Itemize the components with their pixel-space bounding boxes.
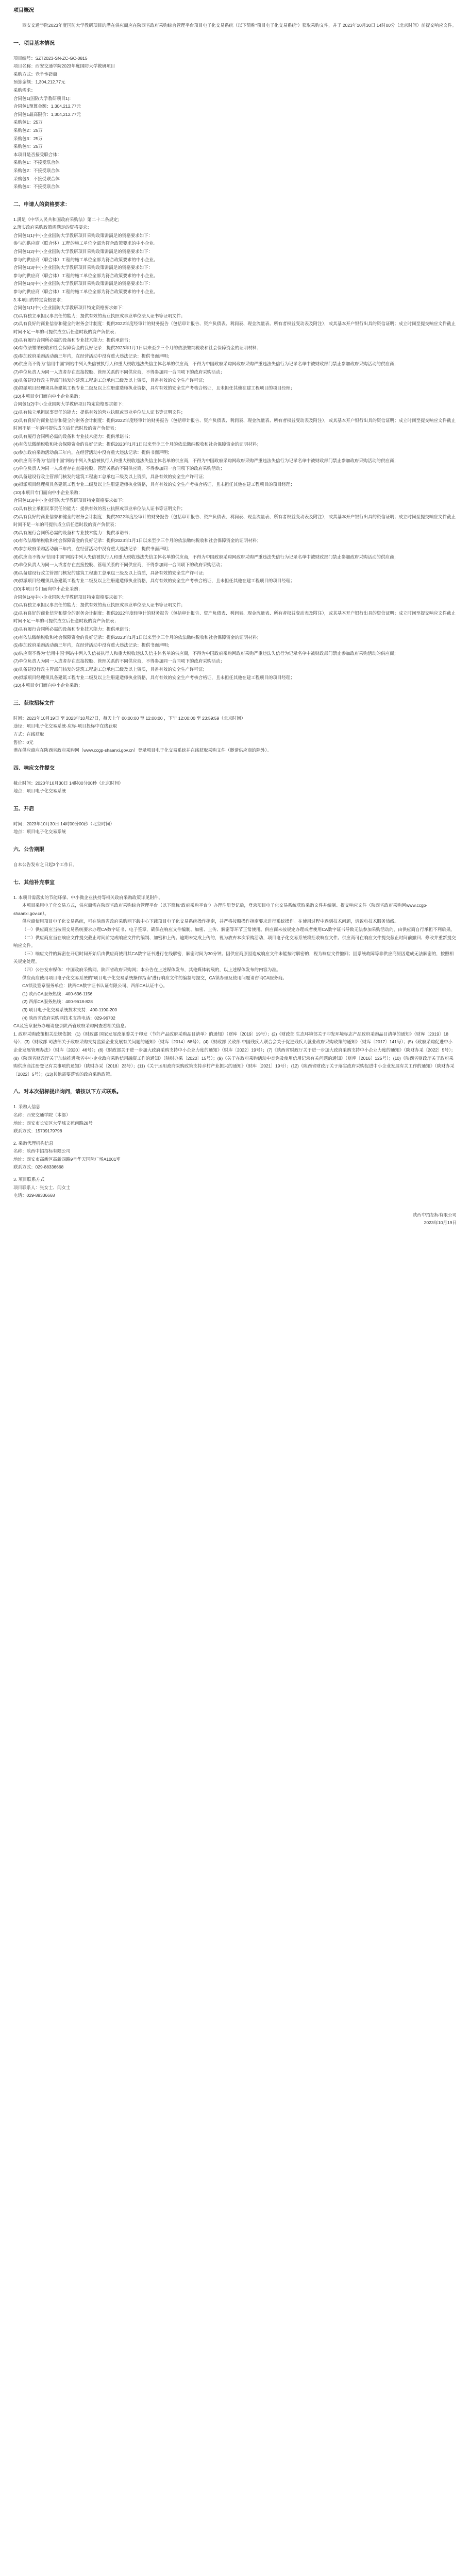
pkg2-item: (7)单位负责人为同一人或者存在直接控股、管理关系的不同供应商，不得参加同一合同项下的政府采购活动； bbox=[13, 466, 225, 471]
open-list bbox=[13, 820, 457, 836]
qual-group-a-item: 参与的供应商（联合体）工程的施工单位全部为符合政策要求的中小企业。 bbox=[13, 257, 158, 262]
pkg2-item: (2)具有良好的商业信誉和健全的财务会计制度：提供2022年度经审计的财务报告（包括审计报告、资产负债表、利润表、现金流量表、所有者权益变动表及附注），或其基本开户银行出具的资信证明；成立时间至提交响应文件截止时间不足一年的可提供成立后任意时段的资产负债表； bbox=[13, 417, 456, 431]
qualification-policy-list bbox=[13, 232, 457, 296]
pkg2-item: (1)具有独立承担民事责任的能力：提供有效的营业执照或事业单位法人证书等证明文件； bbox=[13, 409, 186, 415]
pkg1-item: (1)具有独立承担民事责任的能力：提供有效的营业执照或事业单位法人证书等证明文件； bbox=[13, 313, 186, 318]
contact-purchaser-list bbox=[13, 1111, 457, 1136]
section-title-overview: 项目概况 bbox=[13, 8, 34, 13]
qual-group-a-item: 合同包1(3)中小企业国防大学教研项目采购政策需满足的资格要求如下： bbox=[13, 265, 153, 270]
basic-item: 合同包1(国防大学教研项目1): bbox=[13, 95, 71, 101]
package-3-heading: 合同包1(3)中小企业国防大学教研项目特定资格要求如下： bbox=[13, 498, 127, 503]
basic-info-list bbox=[13, 55, 457, 191]
obtain-item: 时间：2023年10月19日 至 2023年10月27日，每天上午 00:00:00 至 12:00:00 ，下午 12:00:00 至 23:59:59（北京时间） bbox=[13, 715, 246, 721]
pkg1-item: (4)有依法缴纳税收和社会保障资金的良好记录：提供2023年1月1日以来至少三个月的依法缴纳税收和社会保障资金的证明材料； bbox=[13, 345, 261, 351]
other-item: 本项目采用电子化交易方式，供应商需在陕西省政府采购综合管理平台（以下简称“政府采购平台”）办理注册登记后，登录项目电子化交易系统获取采购文件并编制、提交响应文件（陕西省政府采购网www.ccgp-shaanxi.gov.cn）。 bbox=[13, 903, 428, 916]
pkg4-item: (1)具有独立承担民事责任的能力：提供有效的营业执照或事业单位法人证书等证明文件； bbox=[13, 602, 186, 608]
pkg4-item: (2)具有良好的商业信誉和健全的财务会计制度：提供2022年度经审计的财务报告（包括审计报告、资产负债表、利润表、现金流量表、所有者权益变动表及附注），或其基本开户银行出具的资信证明；成立时间至提交响应文件截止时间不足一年的可提供成立后任意时段的资产负债表； bbox=[13, 610, 456, 624]
obtain-item: 途径：项目电子化交易系统-应标-项目投标中在线获取 bbox=[13, 723, 118, 729]
qual-group-a-item: 参与的供应商（联合体）工程的施工单位全部为符合政策要求的中小企业。 bbox=[13, 289, 158, 295]
package-3-requirements bbox=[13, 505, 457, 594]
contact-2-item: 名称：陕西中招招标有限公司 bbox=[13, 1148, 71, 1154]
basic-item: 采购包2：25万 bbox=[13, 127, 43, 133]
other-item: (1) 陕西CA服务热线：400-636-1156 bbox=[22, 991, 93, 996]
basic-item: 采购包4：25万 bbox=[13, 144, 43, 149]
package-4-requirements bbox=[13, 601, 457, 690]
open-item: 时间：2023年10月30日 14时00分00秒（北京时间） bbox=[13, 821, 115, 826]
pkg4-item: (5)参加政府采购活动前三年内，在经营活动中没有重大违法记录：提供书面声明； bbox=[13, 642, 172, 648]
signature-company: 陕西中招招标有限公司 bbox=[412, 1212, 457, 1217]
basic-item: 项目名称：西安交通学院2023年度国防大学教研项目 bbox=[13, 63, 115, 69]
basic-item: 采购包2：不接受联合体 bbox=[13, 167, 60, 173]
open-item: 地点：项目电子化交易系统 bbox=[13, 829, 66, 835]
pkg3-item: (9)拟派项目经理须具备建筑工程专业二级及以上注册建造师执业资格，具有有效的安全生产考核合格证，且未担任其他在建工程项目的项目经理； bbox=[13, 578, 295, 584]
section-title-submit: 四、响应文件提交 bbox=[13, 765, 55, 771]
obtain-item: 方式：在线获取 bbox=[13, 731, 44, 737]
basic-item: 本项目是否接受联合体： bbox=[13, 151, 62, 157]
contact-1-item: 联系方式：15709179798 bbox=[13, 1128, 62, 1134]
submit-item: 截止时间：2023年10月30日 14时00分00秒（北京时间） bbox=[13, 780, 124, 786]
pkg3-item: (6)供应商不得为“信用中国”网站中列入失信被执行人和重大税收违法失信主体名单的供应商，不得为中国政府采购网政府采购严重违法失信行为记录名单中被财政部门禁止参加政府采购活动的供应商； bbox=[13, 554, 399, 560]
pkg2-item: (10)本项目专门面向中小企业采购； bbox=[13, 489, 83, 495]
pkg1-item: (5)参加政府采购活动前三年内，在经营活动中没有重大违法记录：提供书面声明； bbox=[13, 353, 172, 359]
other-item: （一）供应商应当按照交易系统要求办理CA数字证书、电子签章，确保在响应文件编制、加密、上传、解密等环节正常使用。供应商未按规定办理或者使用CA数字证书导致无法参加采购活动的，由供应商自行承担不利后果。 bbox=[22, 927, 455, 933]
pkg1-item: (8)具备建设行政主管部门核发的建筑工程施工总承包三级及以上资质，具备有效的安全生产许可证； bbox=[13, 377, 207, 383]
section-title-obtain-documents: 三、获取招标文件 bbox=[13, 700, 55, 706]
section-title-open: 五、开启 bbox=[13, 806, 34, 812]
basic-item: 合同包1最高限价：1,304,212.77元 bbox=[13, 111, 81, 117]
basic-item: 项目编号：SZT2023-SN-ZC-GC-0815 bbox=[13, 55, 88, 61]
section-title-notice-period: 六、公告期限 bbox=[13, 847, 44, 853]
qual-group-a-item: 合同包1(4)中小企业国防大学教研项目采购政策需满足的资格要求如下： bbox=[13, 281, 153, 286]
pkg2-item: (3)具有履行合同所必需的设备和专业技术能力：提供承诺书； bbox=[13, 433, 133, 439]
section-title-basic-info: 一、项目基本情况 bbox=[13, 40, 55, 46]
other-law-intro: CA及签章服务办理请登录陕西省政府采购网查看相关信息。 bbox=[13, 1023, 129, 1029]
contact-2-item: 地址：西安市高新区高新四路9号华天国际广场A1001室 bbox=[13, 1156, 121, 1162]
signature-date: 2023年10月19日 bbox=[424, 1220, 457, 1226]
qual-intro-item: 2.落实政府采购政策需满足的资格要求： bbox=[13, 225, 92, 230]
announcement-page bbox=[13, 0, 457, 1248]
basic-item: 采购需求： bbox=[13, 87, 36, 93]
basic-item: 采购包1：不接受联合体 bbox=[13, 160, 60, 165]
basic-item: 合同包1预算金额：1,304,212.77元 bbox=[13, 104, 81, 109]
contact-3-item: 项目联系人：张女士、闫女士 bbox=[13, 1184, 71, 1190]
package-2-heading: 合同包1(2)中小企业国防大学教研项目特定资格要求如下： bbox=[13, 401, 127, 407]
qual-group-a-item: 参与的供应商（联合体）工程的施工单位全部为符合政策要求的中小企业。 bbox=[13, 241, 158, 246]
contact-agency-list bbox=[13, 1147, 457, 1172]
pkg1-item: (9)拟派项目经理须具备建筑工程专业二级及以上注册建造师执业资格，具有有效的安全生产考核合格证，且未担任其他在建工程项目的项目经理； bbox=[13, 385, 295, 391]
basic-item: 采购包1：25万 bbox=[13, 120, 43, 125]
pkg2-item: (6)供应商不得为“信用中国”网站中列入失信被执行人和重大税收违法失信主体名单的供应商，不得为中国政府采购网政府采购严重违法失信行为记录名单中被财政部门禁止参加政府采购活动的供应商； bbox=[13, 457, 399, 463]
basic-item: 采购包3：不接受联合体 bbox=[13, 176, 60, 181]
package-1-requirements bbox=[13, 312, 457, 401]
other-item: （三）响应文件的解密在开启时间开始后由供应商使用其CA数字证书进行在线解密，解密时间为30分钟。因供应商原因造成响应文件未能按时解密的，视为响应文件撤回；因系统故障等非供应商原因造成无法解密的，按照相关规定处理。 bbox=[13, 951, 454, 964]
contact-3-item: 电话：029-88336668 bbox=[13, 1193, 55, 1198]
pkg3-item: (2)具有良好的商业信誉和健全的财务会计制度：提供2022年度经审计的财务报告（包括审计报告、资产负债表、利润表、现金流量表、所有者权益变动表及附注），或其基本开户银行出具的资信证明；成立时间至提交响应文件截止时间不足一年的可提供成立后任意时段的资产负债表； bbox=[13, 514, 456, 528]
contact-agency-heading: 2. 采购代理机构信息 bbox=[13, 1140, 54, 1146]
pkg4-item: (3)具有履行合同所必需的设备和专业技术能力：提供承诺书； bbox=[13, 626, 133, 632]
pkg4-item: (8)具备建设行政主管部门核发的建筑工程施工总承包三级及以上资质，具备有效的安全生产许可证； bbox=[13, 666, 207, 672]
contact-project-heading: 3. 项目联系方式 bbox=[13, 1177, 45, 1182]
basic-item: 采购包3：25万 bbox=[13, 135, 43, 141]
pkg3-item: (4)有依法缴纳税收和社会保障资金的良好记录：提供2023年1月1日以来至少三个月的依法缴纳税收和社会保障资金的证明材料； bbox=[13, 538, 261, 544]
obtain-documents-note: 潜在供应商应在陕西省政府采购网（www.ccgp-shaanxi.gov.cn）登录项目电子化交易系统并在线获取采购文件（邀请供应商的除外）。 bbox=[13, 748, 272, 753]
other-heading: 1. 本项目需落实的节能环保、中小微企业扶持等相关政府采购政策详见附件。 bbox=[13, 894, 163, 900]
overview-paragraph: 西安交通学院2023年度国防大学教研项目的潜在供应商应在陕西省政府采购综合管理平台项目电子化交易系统（以下简称“项目电子化交易系统”）获取采购文件，并于 2023年10月30日 14时00分（北京时间）前提交响应文件。 bbox=[22, 23, 457, 28]
pkg1-item: (6)供应商不得为“信用中国”网站中列入失信被执行人和重大税收违法失信主体名单的供应商，不得为中国政府采购网政府采购严重违法失信行为记录名单中被财政部门禁止参加政府采购活动的供应商； bbox=[13, 361, 399, 367]
pkg3-item: (8)具备建设行政主管部门核发的建筑工程施工总承包三级及以上资质，具备有效的安全生产许可证； bbox=[13, 570, 207, 575]
pkg3-item: (1)具有独立承担民事责任的能力：提供有效的营业执照或事业单位法人证书等证明文件； bbox=[13, 506, 186, 512]
qual-group-a-item: 合同包1(1)中小企业国防大学教研项目采购政策需满足的资格要求如下： bbox=[13, 232, 153, 238]
pkg2-item: (4)有依法缴纳税收和社会保障资金的良好记录：提供2023年1月1日以来至少三个月的依法缴纳税收和社会保障资金的证明材料； bbox=[13, 442, 261, 447]
other-item: （二）供应商应当在响应文件提交截止时间前完成响应文件的编制、加密和上传。逾期未完成上传的，视为放弃本次采购活动，项目电子化交易系统将拒收响应文件。供应商可在响应文件提交截止时间前撤回、修改并重新提交响应文件。 bbox=[13, 935, 456, 948]
other-list bbox=[13, 902, 457, 1022]
pkg3-item: (10)本项目专门面向中小企业采购； bbox=[13, 586, 83, 591]
pkg4-item: (7)单位负责人为同一人或者存在直接控股、管理关系的不同供应商，不得参加同一合同项下的政府采购活动； bbox=[13, 658, 225, 664]
basic-item: 采购方式：竞争性磋商 bbox=[13, 71, 58, 77]
contact-purchaser-heading: 1. 采购人信息 bbox=[13, 1104, 40, 1110]
pkg4-item: (10)本项目专门面向中小企业采购； bbox=[13, 683, 83, 688]
pkg3-item: (3)具有履行合同所必需的设备和专业技术能力：提供承诺书； bbox=[13, 530, 133, 535]
other-item: 供应商应使用项目电子化交易系统的“项目电子化交易系统操作指南”进行响应文件的编制与提交，CA锁办理及使用问题请咨询CA服务商。 bbox=[22, 975, 287, 980]
submit-list bbox=[13, 779, 457, 795]
basic-item: 采购包4：不接受联合体 bbox=[13, 184, 60, 190]
qualification-intro-list bbox=[13, 216, 457, 232]
contact-2-item: 联系方式：029-88336668 bbox=[13, 1164, 64, 1170]
qual-group-a-item: 参与的供应商（联合体）工程的施工单位全部为符合政策要求的中小企业。 bbox=[13, 273, 158, 278]
other-item: (4) 陕西省政府采购网技术支持电话：029-96702 bbox=[22, 1015, 115, 1021]
section-title-qualification: 二、申请人的资格要求： bbox=[13, 201, 70, 208]
other-item: CA锁及签章服务单位：陕西CA数字证书认证有限公司、西部CA认证中心。 bbox=[22, 983, 167, 989]
pkg4-item: (9)拟派项目经理须具备建筑工程专业二级及以上注册建造师执业资格，具有有效的安全生产考核合格证，且未担任其他在建工程项目的项目经理； bbox=[13, 674, 295, 680]
obtain-documents-list bbox=[13, 715, 457, 747]
pkg2-item: (9)拟派项目经理须具备建筑工程专业二级及以上注册建造师执业资格，具有有效的安全生产考核合格证，且未担任其他在建工程项目的项目经理； bbox=[13, 482, 295, 487]
pkg1-item: (2)具有良好的商业信誉和健全的财务会计制度：提供2022年度经审计的财务报告（包括审计报告、资产负债表、利润表、现金流量表、所有者权益变动表及附注），或其基本开户银行出具的资信证明；成立时间至提交响应文件截止时间不足一年的可提供成立后任意时段的资产负债表； bbox=[13, 321, 456, 334]
obtain-item: 售价：0元 bbox=[13, 739, 33, 745]
pkg1-item: (3)具有履行合同所必需的设备和专业技术能力：提供承诺书； bbox=[13, 337, 133, 343]
pkg2-item: (8)具备建设行政主管部门核发的建筑工程施工总承包三级及以上资质，具备有效的安全生产许可证； bbox=[13, 473, 207, 479]
contact-project-list bbox=[13, 1184, 457, 1200]
contact-1-item: 地址：西安市长安区大学城文苑南路28号 bbox=[13, 1120, 93, 1126]
package-4-heading: 合同包1(4)中小企业国防大学教研项目特定资格要求如下： bbox=[13, 594, 127, 600]
pkg3-item: (5)参加政府采购活动前三年内，在经营活动中没有重大违法记录：提供书面声明； bbox=[13, 546, 172, 552]
other-item: （四）公告发布媒体：中国政府采购网、陕西省政府采购网；本公告在上述媒体发布，其他媒体转载的，以上述媒体发布的内容为准。 bbox=[22, 967, 281, 972]
section-title-contact: 八、对本次招标提出询问，请按以下方式联系。 bbox=[13, 1089, 122, 1095]
contact-1-item: 名称：西安交通学院（本部） bbox=[13, 1112, 71, 1117]
qual-intro-item: 1.满足《中华人民共和国政府采购法》第二十二条规定; bbox=[13, 216, 119, 222]
package-2-requirements bbox=[13, 409, 457, 497]
other-item: 供应商使用项目电子化交易系统，可在陕西省政府采购网下载中心下载项目电子化交易系统操作指南，并严格按照操作指南要求进行系统操作。在使用过程中遇到技术问题，请致电技术服务热线。 bbox=[22, 919, 399, 924]
notice-period-text: 自本公告发布之日起3个工作日。 bbox=[13, 862, 77, 868]
other-law-text: 1. 政府采购政策相关法规依据：(1)《财政部 国家发展改革委关于印发〈节能产品政府采购品目清单〉的通知》（财库〔2019〕19号）；(2)《财政部 生态环境部关于印发环境标志产品政府采购品目清单的通知》（财库〔2019〕18号）；(3)《财政部 司法部关于政府采购支持监狱企业发展有关问题的通知》（财库〔2014〕68号）；(4)《财政部 民政部 中国残疾人联合会关于促进残疾人就业政府采购政策的通知》（财库〔2017〕141号）；(5)《政府采购促进中小企业发展管理办法》（财库〔2020〕46号）；(6)《财政部关于进一步加大政府采购支持中小企业力度的通知》（财库〔2022〕19号）；(7)《陕西省财政厅关于进一步加大政府采购支持中小企业力度的通知》（陕财办采〔2022〕5号）；(8)《陕西省财政厅关于加快推进我省中小企业政府采购信用融资工作的通知》（陕财办采〔2020〕15号）；(9)《关于在政府采购活动中查询及使用信用记录有关问题的通知》（财库〔2016〕125号）；(10)《陕西省财政厅关于政府采购供应商注册登记有关事项的通知》（陕财办采〔2018〕23号）；(11)《关于运用政府采购政策支持乡村产业振兴的通知》（财库〔2021〕19号）；(12)《陕西省财政厅关于落实政府采购促进中小企业发展有关工作的通知》（陕财办采〔2022〕5号）；(13)其他需要落实的政府采购政策。 bbox=[13, 1031, 456, 1077]
pkg1-item: (10)本项目专门面向中小企业采购； bbox=[13, 393, 83, 399]
pkg1-item: (7)单位负责人为同一人或者存在直接控股、管理关系的不同供应商，不得参加同一合同项下的政府采购活动； bbox=[13, 369, 225, 375]
specific-qualification-heading: 3.本项目的特定资格要求： bbox=[13, 297, 65, 302]
package-1-heading: 合同包1(1)中小企业国防大学教研项目特定资格要求如下： bbox=[13, 305, 127, 311]
pkg4-item: (6)供应商不得为“信用中国”网站中列入失信被执行人和重大税收违法失信主体名单的供应商，不得为中国政府采购网政府采购严重违法失信行为记录名单中被财政部门禁止参加政府采购活动的供应商； bbox=[13, 650, 399, 656]
other-item: (2) 西部CA服务热线：400-9618-828 bbox=[22, 999, 93, 1005]
pkg4-item: (4)有依法缴纳税收和社会保障资金的良好记录：提供2023年1月1日以来至少三个月的依法缴纳税收和社会保障资金的证明材料； bbox=[13, 634, 261, 640]
pkg2-item: (5)参加政府采购活动前三年内，在经营活动中没有重大违法记录：提供书面声明； bbox=[13, 449, 172, 455]
pkg3-item: (7)单位负责人为同一人或者存在直接控股、管理关系的不同供应商，不得参加同一合同项下的政府采购活动； bbox=[13, 562, 225, 568]
other-item: (3) 项目电子化交易系统技术支持：400-1190-200 bbox=[22, 1007, 118, 1012]
qual-group-a-item: 合同包1(2)中小企业国防大学教研项目采购政策需满足的资格要求如下： bbox=[13, 249, 153, 255]
basic-item: 预算金额：1,304,212.77元 bbox=[13, 79, 65, 85]
submit-item: 地点：项目电子化交易系统 bbox=[13, 788, 66, 794]
section-title-other: 七、其他补充事宜 bbox=[13, 879, 55, 886]
